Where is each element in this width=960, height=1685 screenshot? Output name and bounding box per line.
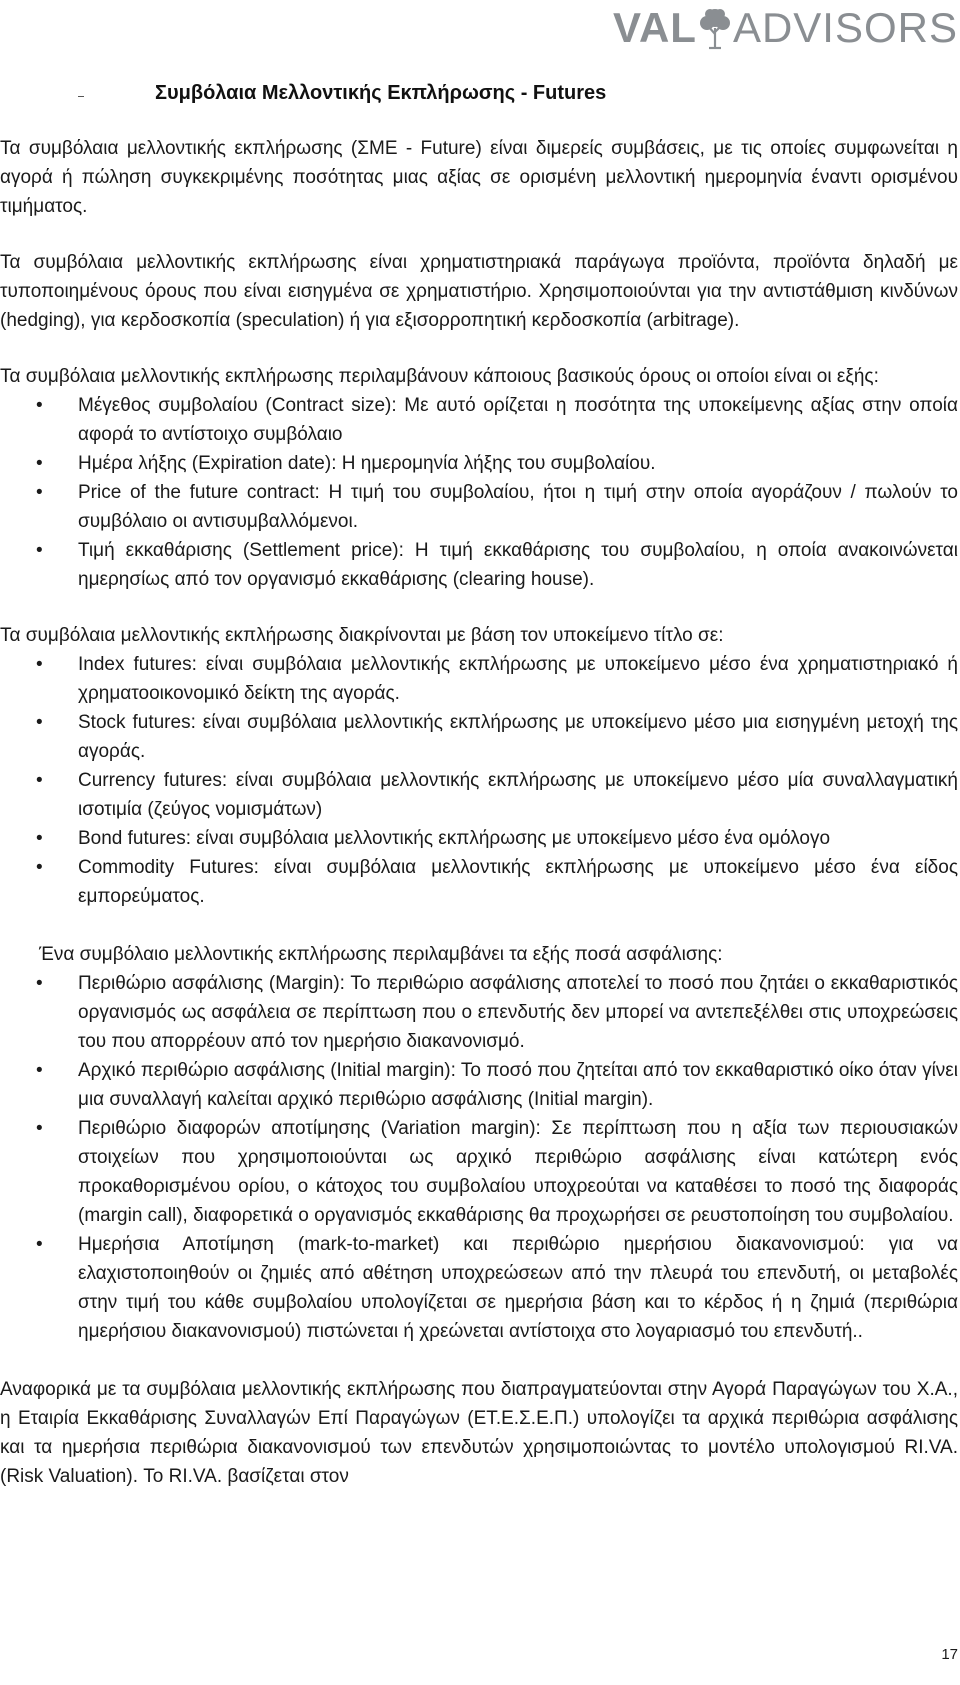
bullet-icon: • — [36, 540, 43, 561]
tree-logo-icon — [697, 6, 733, 50]
bullet-icon: • — [36, 857, 43, 878]
bullet-icon: • — [36, 1060, 43, 1081]
bullet-icon: • — [36, 482, 43, 503]
list-item — [0, 650, 958, 708]
valadvisors-logo — [613, 6, 958, 50]
margins-list — [0, 969, 958, 1346]
list-item — [0, 969, 958, 1056]
bullet-icon: • — [36, 770, 43, 791]
list-item — [0, 391, 958, 449]
list-item-text: Τιμή εκκαθάρισης (Settlement price): Η τιμή εκκαθάρισης του συμβολαίου, η οποία ανακοινώνεται ημερησίως από τον οργανισμό εκκαθάρισης (clearing house). — [78, 540, 958, 590]
document-body — [0, 134, 958, 1491]
list-item — [0, 478, 958, 536]
list-item-text: Ημερήσια Αποτίμηση (mark-to-market) και περιθώριο ημερήσιου διακανονισμού: για να ελαχιστοποιηθούν οι ζημιές από αθέτηση υποχρεώσεων από την πλευρά του επενδυτή, οι μεταβολές στην τιμή του κάθε συμβολαίου υπολογίζεται σε ημερήσια βάση και το κέρδος ή η ζημιά (περιθώρια ημερήσιου διακανονισμού) πιστώνεται ή χρεώνεται αντίστοιχα στο λογαριασμό του επενδυτή.. — [78, 1234, 958, 1342]
list-item-text: Commodity Futures: είναι συμβόλαια μελλοντικής εκπλήρωσης με υποκείμενο μέσο ένα είδος εμπορεύματος. — [78, 857, 958, 907]
list-item-text: Περιθώριο διαφορών αποτίμησης (Variation margin): Σε περίπτωση που η αξία των περιουσιακών στοιχείων που χρησιμοποιούνται ως αρχικό περιθώριο ασφάλισης είναι κατώτερη ενός προκαθορισμένου ορίου, ο κάτοχος του συμβολαίου υποχρεούται να καταθέσει το ποσό της διαφοράς (margin call), διαφορετικά ο οργανισμός εκκαθάρισης θα προχωρήσει σε ρευστοποίηση του συμβολαίου. — [78, 1118, 958, 1226]
list-item-text: Αρχικό περιθώριο ασφάλισης (Initial margin): Το ποσό που ζητείται από τον εκκαθαριστικό οίκο όταν γίνει μια συναλλαγή καλείται αρχικό περιθώριο ασφάλισης (Initial margin). — [78, 1060, 958, 1110]
terms-intro-paragraph: Τα συμβόλαια μελλοντικής εκπλήρωσης περιλαμβάνουν κάποιους βασικούς όρους οι οποίοι είναι οι εξής: — [0, 366, 879, 387]
list-item — [0, 708, 958, 766]
types-intro-paragraph: Τα συμβόλαια μελλοντικής εκπλήρωσης διακρίνονται με βάση τον υποκείμενο τίτλο σε: — [0, 625, 724, 646]
page-title: Συμβόλαια Μελλοντικής Εκπλήρωσης - Futures — [155, 82, 607, 104]
title-marker — [78, 96, 84, 97]
terms-list — [0, 391, 958, 594]
list-item-text: Μέγεθος συμβολαίου (Contract size): Με αυτό ορίζεται η ποσότητα της υποκείμενης αξίας στην οποία αφορά το αντίστοιχο συμβόλαιο — [78, 395, 958, 445]
list-item — [0, 1230, 958, 1346]
list-item-text: Price of the future contract: Η τιμή του συμβολαίου, ήτοι η τιμή στην οποία αγοράζουν / πωλούν το συμβόλαιο οι αντισυμβαλλόμενοι. — [78, 482, 958, 532]
bullet-icon: • — [36, 395, 43, 416]
bullet-icon: • — [36, 1118, 43, 1139]
list-item-text: Index futures: είναι συμβόλαια μελλοντικής εκπλήρωσης με υποκείμενο μέσο ένα χρηματιστηριακό ή χρηματοοικονομικό δείκτη της αγοράς. — [78, 654, 958, 704]
list-item-text: Ημέρα λήξης (Expiration date): Η ημερομηνία λήξης του συμβολαίου. — [78, 453, 656, 474]
list-item — [0, 536, 958, 594]
list-item — [0, 824, 958, 853]
closing-paragraph: Αναφορικά με τα συμβόλαια μελλοντικής εκπλήρωσης που διαπραγματεύονται στην Αγορά Παραγώγων του Χ.Α., η Εταιρία Εκκαθάρισης Συναλλαγών Επί Παραγώγων (ΕΤ.Ε.Σ.Ε.Π.) υπολογίζει τα αρχικά περιθώρια ασφάλισης και τα ημερήσια περιθώρια διακανονισμού των επενδυτών χρησιμοποιώντας το μοντέλο υπολογισμού RI.VA. (Risk Valuation). Το RI.VA. βασίζεται στον — [0, 1379, 958, 1487]
bullet-icon: • — [36, 712, 43, 733]
list-item — [0, 853, 958, 911]
list-item — [0, 449, 958, 478]
list-item — [0, 1114, 958, 1230]
list-item-text: Currency futures: είναι συμβόλαια μελλοντικής εκπλήρωσης με υποκείμενο μέσο μία συναλλαγματική ισοτιμία (ζεύγος νομισμάτων) — [78, 770, 958, 820]
bullet-icon: • — [36, 453, 43, 474]
page-number: 17 — [941, 1646, 958, 1663]
list-item-text: Περιθώριο ασφάλισης (Margin): Το περιθώριο ασφάλισης αποτελεί το ποσό που ζητάει ο εκκαθαριστικός οργανισμός ως ασφάλεια σε περίπτωση που ο επενδυτής δεν μπορεί να αντεπεξέλθει στις υποχρεώσεις του που απορρέουν από τον ημερήσιο διακανονισμό. — [78, 973, 958, 1052]
list-item — [0, 766, 958, 824]
margin-intro-paragraph: Ένα συμβόλαιο μελλοντικής εκπλήρωσης περιλαμβάνει τα εξής ποσά ασφάλισης: — [39, 944, 723, 965]
bullet-icon: • — [36, 654, 43, 675]
bullet-icon: • — [36, 828, 43, 849]
logo-val-text: VAL — [613, 4, 697, 51]
bullet-icon: • — [36, 973, 43, 994]
bullet-icon: • — [36, 1234, 43, 1255]
types-list — [0, 650, 958, 911]
derivatives-paragraph: Τα συμβόλαια μελλοντικής εκπλήρωσης είναι χρηματιστηριακά παράγωγα προϊόντα, προϊόντα δηλαδή με τυποποιημένους όρους που είναι εισηγμένα σε χρηματιστήριο. Χρησιμοποιούνται για την αντιστάθμιση κινδύνων (hedging), για κερδοσκοπία (speculation) ή για εξισορροπητική κερδοσκοπία (arbitrage). — [0, 252, 958, 331]
intro-paragraph: Τα συμβόλαια μελλοντικής εκπλήρωσης (ΣΜΕ - Future) είναι διμερείς συμβάσεις, με τις οποίες συμφωνείται η αγορά ή πώληση συγκεκριμένης ποσότητας μιας αξίας σε ορισμένη μελλοντική ημερομηνία έναντι ορισμένου τιμήματος. — [0, 138, 958, 217]
list-item-text: Stock futures: είναι συμβόλαια μελλοντικής εκπλήρωσης με υποκείμενο μέσο μια εισηγμένη μετοχή της αγοράς. — [78, 712, 958, 762]
list-item-text: Bond futures: είναι συμβόλαια μελλοντικής εκπλήρωσης με υποκείμενο μέσο ένα ομόλογο — [78, 828, 831, 849]
list-item — [0, 1056, 958, 1114]
logo-advisors-text: ADVISORS — [732, 4, 958, 51]
